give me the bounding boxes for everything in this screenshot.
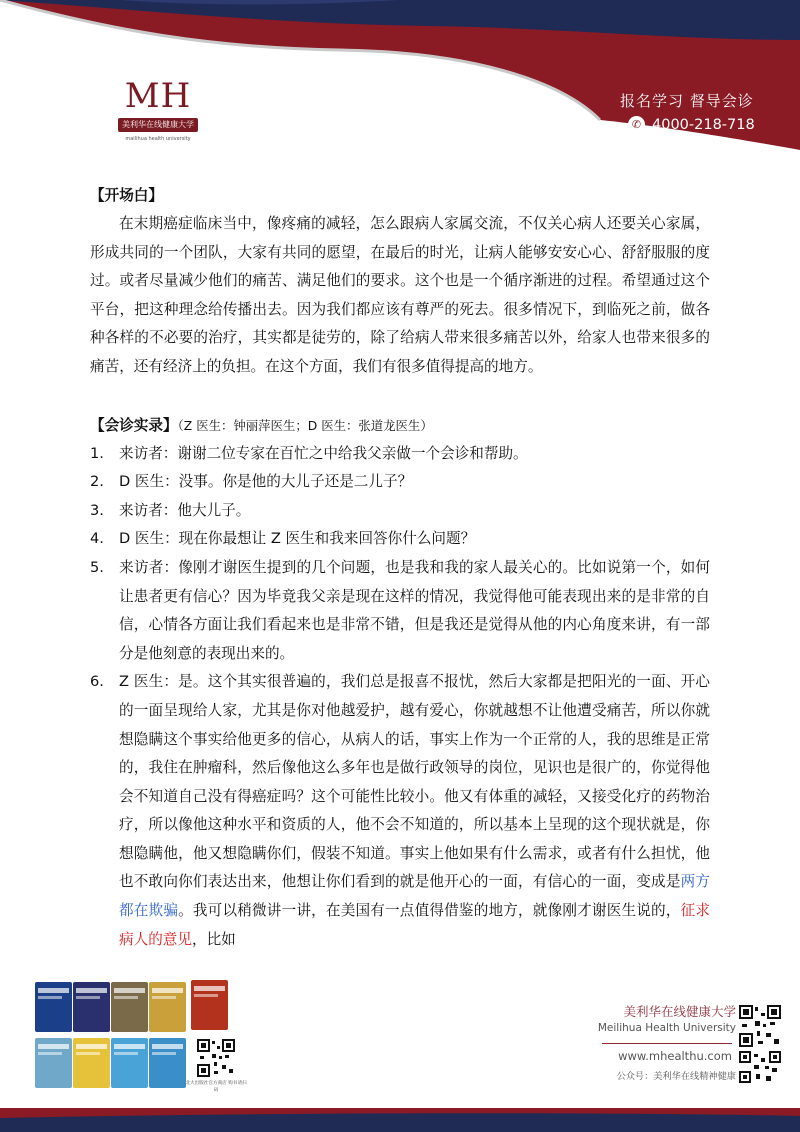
list-item bbox=[90, 554, 710, 668]
header-slogan: 报名学习 督导会诊 bbox=[620, 92, 754, 110]
item-number: 2. bbox=[90, 473, 104, 491]
logo-band: 美利华在线健康大学 bbox=[118, 118, 198, 132]
footer-divider bbox=[602, 1043, 732, 1044]
phone-number: 4000-218-718 bbox=[652, 116, 755, 133]
list-item bbox=[90, 468, 710, 497]
list-item bbox=[90, 497, 710, 526]
book-cover-icon bbox=[73, 1038, 110, 1088]
item-number: 3. bbox=[90, 501, 104, 519]
qr-code-icon bbox=[738, 1050, 782, 1084]
opening-paragraph: 在末期癌症临床当中，像疼痛的减轻，怎么跟病人家属交流，不仅关心病人还要关心家属，形成共同的一个团队，大家有共同的愿望，在最后的时光，让病人能够安安心心、舒舒服服的度过。或者尽量减少他们的痛苦、满足他们的要求。这个也是一个循序渐进的过程。希望通过这个平台，把这种理念给传播出去。因为我们都应该有尊严的死去。很多情况下，到临死之前，做各种各样的不必要的治疗，其实都是徒劳的，除了给病人带来很多痛苦以外，给家人也带来很多的痛苦，还有经济上的负担。在这个方面，我们有很多值得提高的地方。 bbox=[90, 215, 710, 375]
book-cover-icon bbox=[111, 982, 148, 1032]
list-item bbox=[90, 525, 710, 554]
logo-sub: mailihua health university bbox=[125, 136, 191, 142]
book-cover-icon bbox=[35, 1038, 72, 1088]
phone-icon: ✆ bbox=[628, 116, 645, 133]
footer-university-en: Meilihua Health University bbox=[597, 1022, 736, 1034]
footer-university: 美利华在线健康大学 bbox=[623, 1004, 736, 1019]
item-text: D 医生：现在你最想让 Z 医生和我来回答你什么问题？ bbox=[119, 530, 476, 548]
book-cover-icon bbox=[191, 980, 228, 1030]
footer-band bbox=[0, 1108, 800, 1132]
book-cover-icon bbox=[73, 982, 110, 1032]
footer-url: www.mhealthu.com bbox=[618, 1049, 732, 1063]
opening-title: 【开场白】 bbox=[90, 187, 163, 204]
qr-caption: 北大出版社官方商店 购书请扫码 bbox=[185, 1081, 247, 1093]
qr-code-icon bbox=[738, 1004, 782, 1048]
item-text-a: Z 医生：是。这个其实很普遍的，我们总是报喜不报忧，然后大家都是把阳光的一面、开心的一面呈现给人家，尤其是你对他越爱护，越有爱心，你就越想不让他遭受痛苦，所以你就想隐瞒这个事实给他更多的信心，从病人的话，事实上作为一个正常的人，我的思维是正常的，我住在肿瘤科，然后像他这么多年也是做行政领导的岗位，见识也是很广的，你觉得他会不知道自己没有得癌症吗？这个可能性比较小。他又有体重的减轻，又接受化疗的药物治疗，所以像他这种水平和资质的人，他不会不知道的，所以基本上呈现的这个现状就是，你想隐瞒他，他又想隐瞒你们，假装不知道。事实上他如果有什么需求，或者有什么担忧，他也不敢向你们表达出来，他想让你们看到的就是他开心的一面，有信心的一面，变成是 bbox=[119, 673, 710, 891]
highlight-blue: 两方都在欺骗 bbox=[119, 873, 710, 920]
item-text-c: ，比如 bbox=[191, 930, 236, 948]
item-number: 4. bbox=[90, 530, 104, 548]
item-text: 来访者：像刚才谢医生提到的几个问题，也是我和我的家人最关心的。比如说第一个，如何让患者更有信心？因为毕竟我父亲是现在这样的情况，我觉得他可能表现出来的是非常的自信，心情各方面让我们看起来也是非常不错，但是我还是觉得从他的内心角度来讲，有一部分是他刻意的表现出来的。 bbox=[119, 558, 710, 662]
item-text-b: 。我可以稍微讲一讲，在美国有一点值得借鉴的地方，就像刚才谢医生说的， bbox=[178, 902, 681, 920]
list-item bbox=[90, 440, 710, 469]
item-number: 1. bbox=[90, 444, 104, 462]
item-text: D 医生：没事。你是他的大儿子还是二儿子？ bbox=[119, 473, 413, 491]
item-text: 来访者：他大儿子。 bbox=[119, 501, 251, 519]
item-text: 来访者：谢谢二位专家在百忙之中给我父亲做一个会诊和帮助。 bbox=[119, 444, 528, 462]
header-phone bbox=[628, 116, 788, 133]
record-note: （Z 医生：钟丽萍医生；D 医生：张道龙医生） bbox=[177, 417, 433, 433]
book-cover-icon bbox=[149, 1038, 186, 1088]
list-item bbox=[90, 668, 710, 954]
footer-wechat: 公众号：美利华在线精神健康 bbox=[616, 1071, 736, 1082]
record-title bbox=[90, 412, 710, 440]
book-cover-icon bbox=[111, 1038, 148, 1088]
record-title-text: 【会诊实录】 bbox=[90, 416, 178, 434]
item-number: 5. bbox=[90, 558, 104, 576]
qr-code-icon bbox=[196, 1038, 236, 1078]
book-cover-icon bbox=[35, 982, 72, 1032]
item-number: 6. bbox=[90, 673, 104, 691]
highlight-red: 征求病人的意见 bbox=[119, 902, 710, 948]
article-body bbox=[90, 182, 710, 954]
logo-text: MH bbox=[124, 76, 192, 116]
book-cover-icon bbox=[149, 982, 186, 1032]
logo bbox=[112, 74, 204, 162]
